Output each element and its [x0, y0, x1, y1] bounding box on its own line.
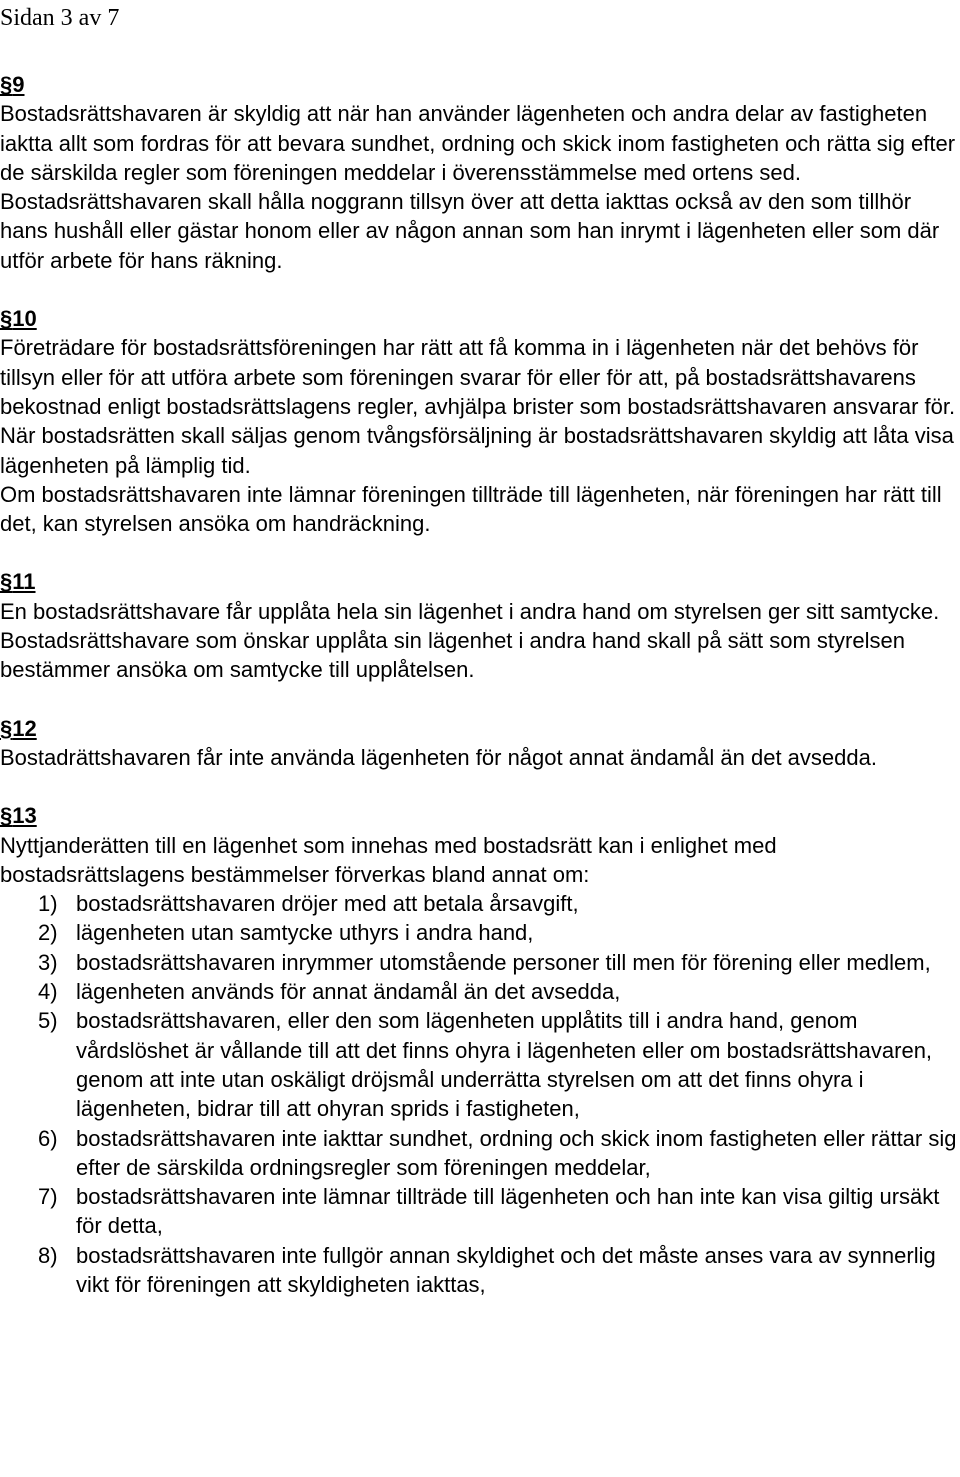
section-heading: §13 — [0, 803, 37, 829]
list-item — [0, 977, 958, 1006]
section-heading: §12 — [0, 715, 37, 741]
page-number: Sidan 3 av 7 — [0, 5, 120, 31]
document-body — [0, 70, 958, 1299]
list-item — [0, 1124, 958, 1183]
section-heading: §11 — [0, 569, 36, 595]
section-heading: §10 — [0, 306, 37, 332]
section-number: 13 — [12, 803, 37, 829]
list-item-number: 2) — [38, 920, 58, 946]
section-12 — [0, 714, 958, 773]
paragraph: Om bostadsrättshavaren inte lämnar föreningen tillträde till lägenheten, när föreningen har rätt till det, kan styrelsen ansöka om handräckning. — [0, 481, 942, 537]
paragraph: Bostadsrättshavaren är skyldig att när han använder lägenheten och andra delar av fastigheten iaktta allt som fordras för att bevara sundhet, ordning och skick inom fastigheten och rätta sig efter de särskilda regler som föreningen meddelar i överensstämmelse med ortens sed. Bostadsrättshavaren skall hålla noggrann tillsyn över att detta iakttas också av den som tillhör hans hushåll eller gästar honom eller av någon annan som han inrymt i lägenheten eller som där utför arbete för hans räkning. — [0, 101, 956, 273]
paragraph: Nyttjanderätten till en lägenhet som innehas med bostadsrätt kan i enlighet med bostadsrättslagens bestämmelser förverkas bland annat om: — [0, 832, 777, 887]
list-item — [0, 1182, 958, 1241]
paragraph: När bostadsrätten skall säljas genom tvångsförsäljning är bostadsrättshavaren skyldig att låta visa lägenheten på lämplig tid. — [0, 423, 954, 478]
section-heading: §9 — [0, 72, 25, 97]
section-number: 11 — [12, 569, 36, 595]
paragraph: Bostadrättshavaren får inte använda lägenheten för något annat ändamål än det avsedda. — [0, 744, 877, 770]
list-item-text: bostadsrättshavaren inte iakttar sundhet, ordning och skick inom fastigheten eller rättar sig efter de särskilda ordningsregler som föreningen meddelar, — [76, 1125, 957, 1180]
section-number: 10 — [12, 306, 37, 332]
list-item-number: 6) — [38, 1125, 58, 1151]
list-item-number: 4) — [38, 979, 58, 1005]
paragraph: Företrädare för bostadsrättsföreningen har rätt att få komma in i lägenheten när det behövs för tillsyn eller för att utföra arbete som föreningen svarar för eller för att, på bostadsrättshavarens bekostnad enligt bostadsrättslagens regler, avhjälpa brister som bostadsrättshavaren ansvarar för. — [0, 335, 956, 419]
paragraph: Bostadsrättshavare som önskar upplåta sin lägenhet i andra hand skall på sätt som styrelsen bestämmer ansöka om samtycke till upplåtelsen. — [0, 628, 905, 683]
section-10 — [0, 304, 958, 538]
list-item-number: 3) — [38, 949, 58, 975]
paragraph: En bostadsrättshavare får upplåta hela sin lägenhet i andra hand om styrelsen ger sitt samtycke. — [0, 598, 940, 624]
list-item-text: bostadsrättshavaren dröjer med att betala årsavgift, — [76, 891, 579, 917]
list-item-text: bostadsrättshavaren inrymmer utomstående personer till men för förening eller medlem, — [76, 949, 931, 975]
list-item-number: 7) — [38, 1184, 58, 1210]
list-item-text: bostadsrättshavaren inte fullgör annan skyldighet och det måste anses vara av synnerlig vikt för föreningen att skyldigheten iakttas, — [76, 1242, 936, 1297]
section-11 — [0, 567, 958, 684]
list-item — [0, 948, 958, 977]
forfeiture-list — [0, 889, 958, 1299]
list-item-number: 8) — [38, 1242, 58, 1268]
list-item-text: bostadsrättshavaren inte lämnar tillträde till lägenheten och han inte kan visa giltig ursäkt för detta, — [76, 1184, 940, 1239]
list-item-number: 5) — [38, 1008, 58, 1034]
list-item-text: lägenheten används för annat ändamål än det avsedda, — [76, 979, 621, 1005]
section-number: 12 — [12, 715, 37, 741]
list-item — [0, 889, 958, 918]
list-item-number: 1) — [38, 891, 58, 917]
section-9 — [0, 70, 958, 275]
list-item-text: bostadsrättshavaren, eller den som lägenheten upplåtits till i andra hand, genom vårdslöshet är vållande till att det finns ohyra i lägenheten eller om bostadsrättshavaren, genom att inte utan oskäligt dröjsmål underrätta styrelsen om att det finns ohyra i lägenheten, bidrar till att ohyran sprids i fastigheten, — [76, 1008, 933, 1122]
section-13 — [0, 801, 958, 1299]
list-item — [0, 918, 958, 947]
list-item-text: lägenheten utan samtycke uthyrs i andra hand, — [76, 920, 534, 946]
list-item — [0, 1241, 958, 1300]
list-item — [0, 1006, 958, 1123]
section-number: 9 — [12, 72, 25, 97]
